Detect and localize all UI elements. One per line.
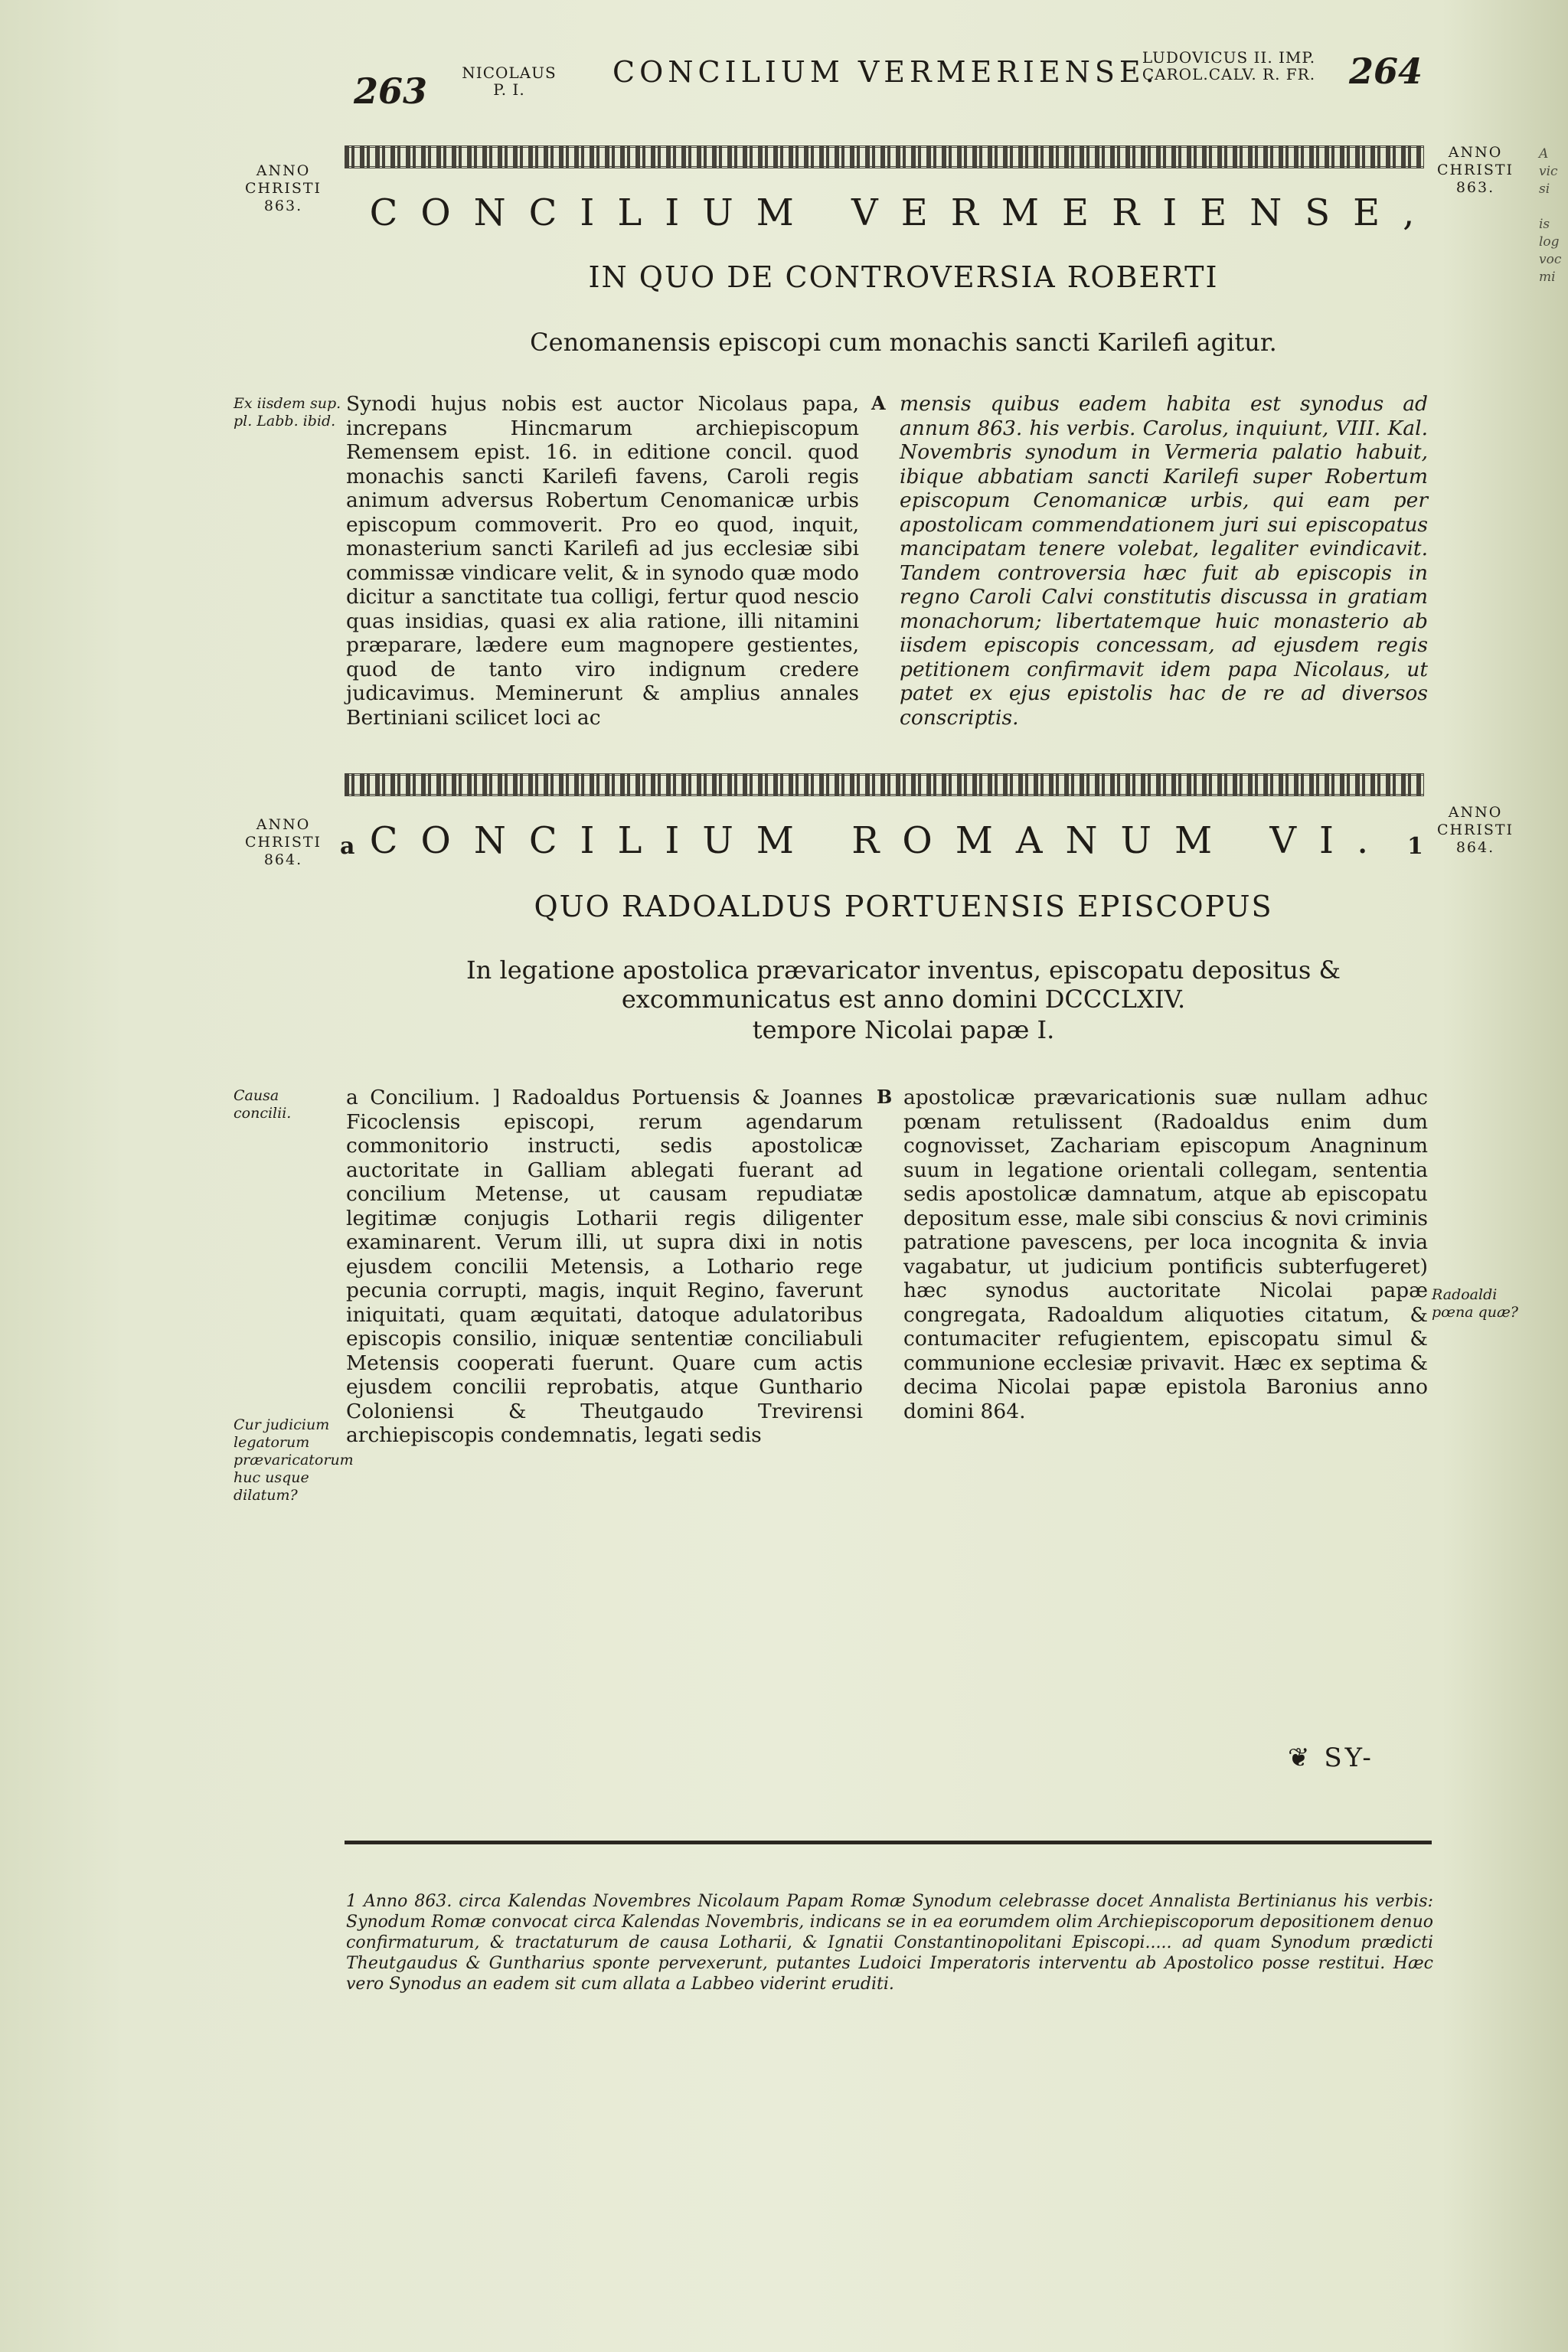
- footnote-marker-1: 1: [1407, 833, 1423, 860]
- header-left-note: NICOLAUS P. I.: [462, 64, 557, 99]
- anno-left-863: ANNO CHRISTI 863.: [244, 162, 322, 214]
- section2-subtitle: QUO RADOALDUS PORTUENSIS EPISCOPUS: [534, 890, 1273, 923]
- ornament-band-top: [345, 145, 1424, 168]
- anno-left-864: ANNO CHRISTI 864.: [244, 816, 322, 868]
- margin-note-source: Ex iisdem sup. pl. Labb. ibid.: [234, 395, 341, 430]
- section2-left-text: a Concilium. ] Radoaldus Portuensis & Joannes Ficoclensis episcopi, rerum agendarum commonitorio instructi, sedis apostolicæ auctoritate in Galliam ablegati fuerant ad concilium Metense, ut causam repudiatæ legitimæ conjugis Lotharii regis diligenter examinarent. Verum illi, ut supra dixi in notis ejusdem concilii Metensis, a Lothario rege pecunia corrupti, magis, inquit Regino, faverunt iniquitati, quam æquitati, datoque adulatoribus episcopis consilio, iniquæ sententiæ conciliabuli Metensis cooperati fuerunt. Quare cum actis ejusdem concilii reprobatis, atque Gunthario Coloniensi & Theutgaudo Trevirensi archiepiscopis condemnatis, legati sedis: [346, 1086, 863, 1447]
- section1-subtitle: IN QUO DE CONTROVERSIA ROBERTI: [588, 260, 1219, 294]
- catchword-ornament-icon: ❦: [1288, 1743, 1313, 1773]
- section1-right-text: mensis quibus eadem habita est synodus ad annum 863. his verbis. Carolus, inquiunt, VIII. Kal. Novembris synodum in Vermeria palatio habuit, ibique abbatiam sancti Karilefi super Robertum episcopum Cenomanicæ urbis, qui eam per apostolicam commendationem juri sui episcopatus mancipatam tenere volebat, legaliter evindicavit. Tandem controversia hæc fuit ab episcopis in regno Caroli Calvi constitutis discussa in gratiam monachorum; libertatemque huic monasterio ab iisdem episcopis concessam, ad ejusdem regis petitionem confirmavit idem papa Nicolaus, ut patet ex ejus epistolis hac de re ad diversos conscriptis.: [900, 392, 1428, 730]
- section1-subtitle2: Cenomanensis episcopi cum monachis sancti Karilefi agitur.: [530, 328, 1277, 357]
- catchword-text: SY-: [1324, 1743, 1374, 1773]
- footnote-text: 1 Anno 863. circa Kalendas Novembres Nicolaum Papam Romæ Synodum celebrasse docet Annalista Bertinianus his verbis: Synodum Romæ convocat circa Kalendas Novembris, indicans se in ea eorumdem olim Archiepiscoporum depositionem denuo confirmaturum, & tractaturum de causa Lotharii, & Ignatii Constantinopolitani Episcopi..... ad quam Synodum prædicti Theutgaudus & Guntharius sponte pervexerunt, putantes Ludoici Imperatoris interventu ab Apostolico posse restitui. Hæc vero Synodus an eadem sit cum allata a Labbeo viderint eruditi.: [346, 1892, 1433, 1994]
- section2-title: CONCILIUM ROMANUM VI.: [369, 819, 1392, 862]
- section2-column-right: [903, 1086, 1428, 1423]
- section1-column-right: [900, 392, 1428, 730]
- margin-note-cur-judicium: Cur judicium legatorum prævaricatorum huc usque dilatum?: [234, 1416, 354, 1504]
- section1-column-left: [346, 392, 859, 730]
- section1-left-text: Synodi hujus nobis est auctor Nicolaus papa, increpans Hincmarum archiepiscopum Remensem epist. 16. in editione concil. quod monachis sancti Karilefi favens, Caroli regis animum adversus Robertum Cenomanicæ urbis episcopum commoverit. Pro eo quod, inquit, monasterium sancti Karilefi ad jus ecclesiæ sibi commissæ vindicare velit, & in synodo quæ modo dicitur a sanctitate tua colligi, fertur quod nescio quas insidias, quasi ex alia ratione, illi nitamini præparare, lædere eum magnopere gestientes, quod de tanto viro indignum credere judicavimus. Meminerunt & amplius annales Bertiniani scilicet loci ac: [346, 392, 859, 730]
- column-marker-b: B: [877, 1086, 893, 1108]
- section2-right-text: apostolicæ prævaricationis suæ nullam adhuc pœnam retulissent (Radoaldus enim dum cognovisset, Zachariam episcopum Anagninum suum in legatione orientali collegam, sententia sedis apostolicæ damnatum, atque ab episcopatu depositum esse, male sibi conscius & novi criminis patratione pavescens, per loca incognita & invia vagabatur, ut judicium pontificis subterfugeret) hæc synodus auctoritate Nicolai papæ congregata, Radoaldum aliquoties citatum, & contumaciter refugientem, episcopatu simul & communione ecclesiæ privavit. Hæc ex septima & decima Nicolai papæ epistola Baronius anno domini 864.: [903, 1086, 1428, 1423]
- anno-right-864: ANNO CHRISTI 864.: [1436, 804, 1514, 856]
- catchword: [1288, 1743, 1374, 1773]
- margin-note-causa: Causa concilii.: [234, 1087, 292, 1122]
- header-right-note: LUDOVICUS II. IMP. CAROL.CALV. R. FR.: [1142, 48, 1316, 83]
- margin-note-radoaldi: Radoaldi pœna quæ?: [1432, 1286, 1518, 1321]
- section2-subtitle3: tempore Nicolai papæ I.: [752, 1015, 1055, 1044]
- section2-subtitle2: In legatione apostolica prævaricator inventus, episcopatu depositus & excommunicatus est anno domini DCCCLXIV.: [466, 956, 1341, 1014]
- anno-right-863: ANNO CHRISTI 863.: [1436, 144, 1514, 196]
- page-number-right: 264: [1349, 51, 1423, 92]
- facing-page-edge-text: A vic si is log voc mi: [1539, 146, 1562, 285]
- footnote-rule: [345, 1841, 1432, 1844]
- section1-title: CONCILIUM VERMERIENSE,: [369, 191, 1438, 234]
- column-marker-a: A: [871, 392, 886, 414]
- section2-column-left: [346, 1086, 863, 1448]
- footnote: [346, 1891, 1433, 1994]
- running-title: CONCILIUM VERMERIENSE.: [612, 55, 1159, 89]
- ornament-band-middle: [345, 773, 1424, 796]
- page-number-left: 263: [354, 70, 428, 112]
- footnote-marker-a: a: [340, 833, 355, 860]
